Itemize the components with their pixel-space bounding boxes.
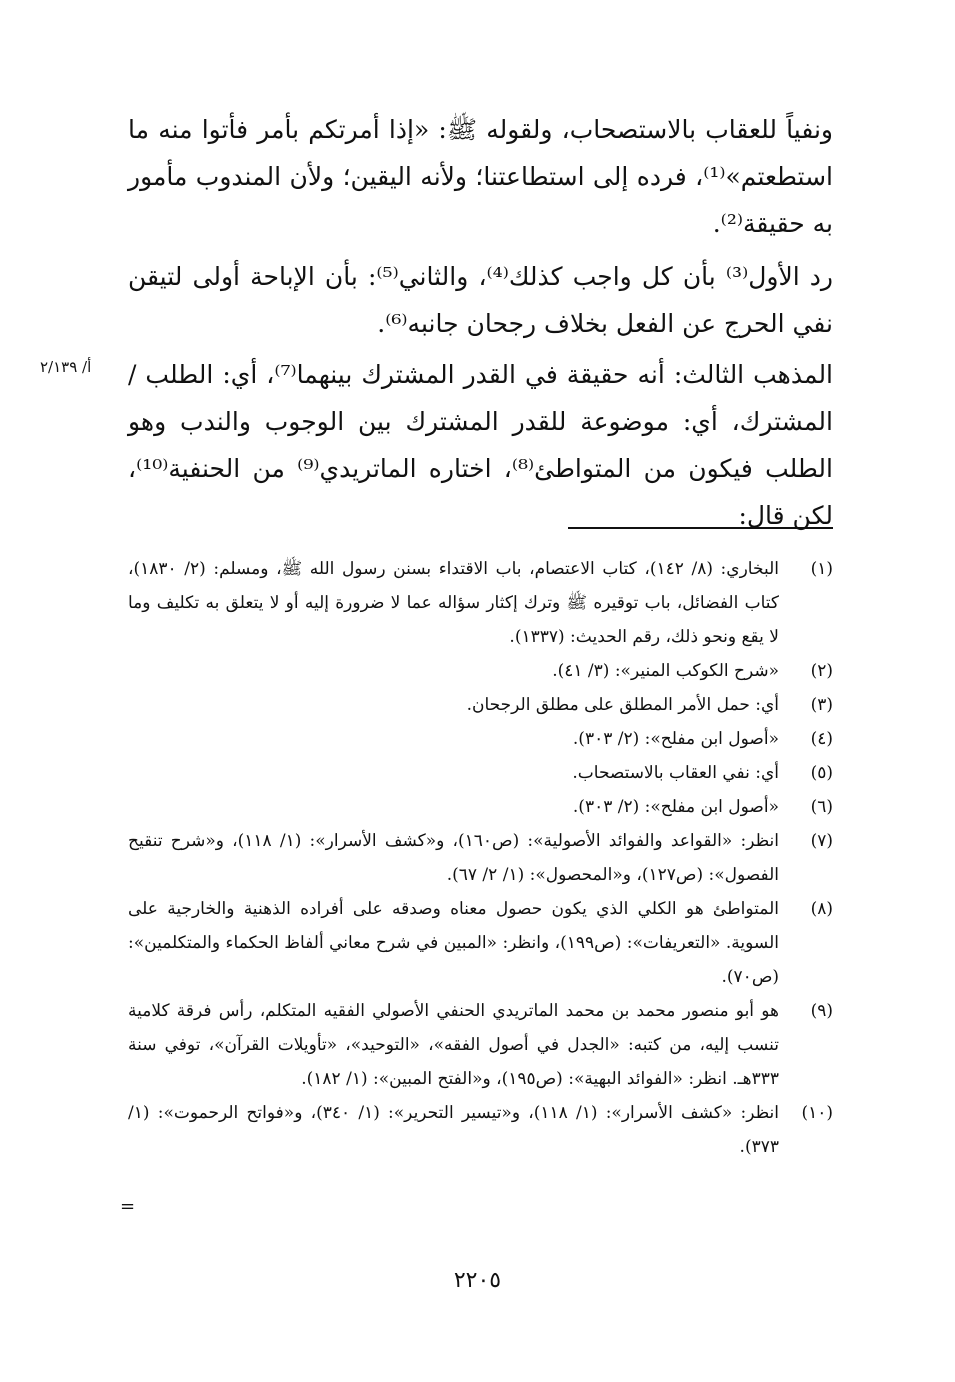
- footnote: [128, 790, 833, 824]
- footnote-number: (٧): [810, 831, 833, 851]
- footnote: [128, 688, 833, 722]
- footnote: [128, 654, 833, 688]
- page-number: ٢٢٠٥: [453, 1268, 502, 1293]
- footnote-text: البخاري: (٨/ ١٤٢)، كتاب الاعتصام، باب الاقتداء بسنن رسول الله ﷺ، ومسلم: (٢/ ١٨٣٠)، كتاب الفضائل، باب توقيره ﷺ وترك إكثار سؤاله عما لا ضرورة إليه أو لا يتعلق به تكليف وما لا يقع ونحو ذلك، رقم الحديث: (١٣٣٧).: [128, 559, 779, 647]
- footnote-text: انظر: «القواعد والفوائد الأصولية»: (ص١٦٠)، و«كشف الأسرار»: (١/ ١١٨)، و«شرح تنقيح الفصول»: (ص١٢٧)، و«المحصول»: (١/ ٢/ ٦٧).: [128, 831, 779, 885]
- footnote-number: (٣): [810, 695, 833, 715]
- footnote-text: «شرح الكوكب المنير»: (٣/ ٤١).: [552, 661, 779, 681]
- footnote-number: (٢): [810, 661, 833, 681]
- footnote: [128, 722, 833, 756]
- footnote-text: انظر: «كشف الأسرار»: (١/ ١١٨)، و«تيسير التحرير»: (١/ ٣٤٠)، و«فواتح الرحموت»: (١/ ٣٧٣).: [128, 1103, 779, 1157]
- footnote-text: هو أبو منصور محمد بن محمد الماتريدي الحنفي الأصولي الفقيه المتكلم، رأس فرقة كلامية تنسب إليه، من كتبه: «الجدل في أصول الفقه»، «التوحيد»، «تأويلات القرآن»، توفي سنة ٣٣٣هـ. انظر: «الفوائد البهية»: (ص١٩٥)، و«الفتح المبين»: (١/ ١٨٢).: [128, 1001, 779, 1089]
- footnote: [128, 552, 833, 654]
- paragraph-2: رد الأول⁽³⁾ بأن كل واجب كذلك⁽⁴⁾، والثاني⁽⁵⁾: بأن الإباحة أولى لتيقن نفي الحرج عن الفعل بخلاف رجحان جانبه⁽⁶⁾.: [128, 262, 834, 338]
- margin-note: أ/ ٢/١٣٩: [40, 358, 92, 376]
- footnote-number: (٥): [810, 763, 833, 783]
- footnote-text: «أصول ابن مفلح»: (٢/ ٣٠٣).: [572, 729, 779, 749]
- footnote-number: (٦): [810, 797, 833, 817]
- footnote: [128, 892, 833, 994]
- footnote-number: (١): [810, 559, 833, 579]
- footnote-number: (٨): [810, 899, 833, 919]
- footnote-separator: [568, 527, 833, 529]
- footnote: [128, 994, 833, 1096]
- footnote-number: (٤): [810, 729, 833, 749]
- footnotes: [128, 552, 833, 1164]
- footnote-number: (٩): [810, 1001, 833, 1021]
- footnote-text: «أصول ابن مفلح»: (٢/ ٣٠٣).: [572, 797, 779, 817]
- footnote-text: أي: حمل الأمر المطلق على مطلق الرجحان.: [466, 695, 779, 715]
- footnote-text: المتواطئ هو الكلي الذي يكون حصول معناه وصدقه على أفراده الذهنية والخارجية على السوية. «التعريفات»: (ص١٩٩)، وانظر: «المبين في شرح معاني ألفاظ الحكماء والمتكلمين»: (ص٧٠).: [128, 899, 779, 987]
- continuation-mark: =: [120, 1196, 136, 1217]
- footnote: [128, 756, 833, 790]
- paragraph-3: المذهب الثالث: أنه حقيقة في القدر المشترك بينهما⁽⁷⁾، أي: الطلب / المشترك، أي: موضوعة للقدر المشترك بين الوجوب والندب وهو الطلب فيكون من المتواطئ⁽⁸⁾، اختاره الماتريدي⁽⁹⁾ من الحنفية⁽¹⁰⁾، لكن قال:: [128, 360, 834, 530]
- main-text: [128, 106, 833, 539]
- paragraph-1: ونفياً للعقاب بالاستصحاب، ولقوله ﷺ: «إذا أمرتكم بأمر فأتوا منه ما استطعتم»⁽¹⁾، فرده إلى استطاعتنا؛ ولأنه اليقين؛ ولأن المندوب مأمور به حقيقة⁽²⁾.: [128, 115, 833, 238]
- footnote-text: أي: نفي العقاب بالاستصحاب.: [572, 763, 779, 783]
- footnote: [128, 1096, 833, 1164]
- footnote: [128, 824, 833, 892]
- footnote-number: (١٠): [801, 1103, 833, 1123]
